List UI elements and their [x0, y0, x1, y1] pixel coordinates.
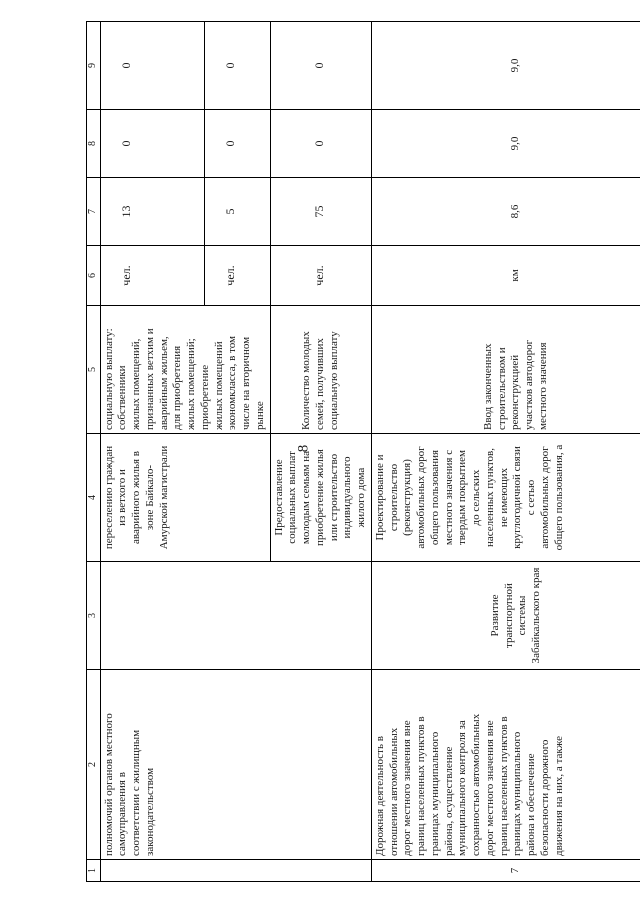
header-row: [87, 22, 101, 882]
table-cell: 0: [205, 22, 270, 110]
table-cell: полномочий органов местного самоуправления в соответствии с жилищным законодательством: [100, 670, 371, 860]
table-cell: 8,6: [371, 178, 640, 246]
table-cell: [100, 860, 371, 882]
table-row: [371, 22, 640, 882]
table-cell: км: [371, 246, 640, 306]
page-number: 8: [295, 444, 312, 453]
table-cell: 0: [270, 22, 371, 110]
table-cell: переселению граждан из ветхого и аварийного жилья в зоне Байкало- Амурской магистрали: [100, 434, 270, 562]
column-header: 6: [87, 246, 101, 306]
table-cell: [100, 562, 371, 670]
table-cell: 0: [205, 110, 270, 178]
column-header: 4: [87, 434, 101, 562]
table-cell: 5: [205, 178, 270, 246]
table-cell: чел.: [100, 246, 205, 306]
column-header: 7: [87, 178, 101, 246]
column-header: 2: [87, 670, 101, 860]
table-cell: 0: [100, 110, 205, 178]
column-header: 9: [87, 22, 101, 110]
table-cell: Развитие транспортной системы Забайкальского края: [371, 562, 640, 670]
table-cell: 0: [270, 110, 371, 178]
table-cell: чел.: [205, 246, 270, 306]
table-cell: чел.: [270, 246, 371, 306]
column-header: 3: [87, 562, 101, 670]
table-cell: 0: [100, 22, 205, 110]
table-cell: 13: [100, 178, 205, 246]
column-header: 1: [87, 860, 101, 882]
table-cell: 7: [371, 860, 640, 882]
column-header: 8: [87, 110, 101, 178]
table-cell: 9,0: [371, 110, 640, 178]
table-cell: социальную выплату: собственники жилых помещений, признанных ветхим и аварийным жильем, для приобретения жилых помещений; приобретение жилых помещений экономкласса, в том числе на вторичном рынке: [100, 306, 270, 434]
table-cell: 9,0: [371, 22, 640, 110]
table-cell: 75: [270, 178, 371, 246]
table-cell: Количество молодых семей, получивших социальную выплату: [270, 306, 371, 434]
table-row: [100, 22, 205, 882]
table-cell: Дорожная деятельность в отношении автомобильных дорог местного значения вне границ населенных пунктов в границах муниципального района, осуществление муниципального контроля за сохранностью автомобильных дорог местного значения вне границ населенных пунктов в границах муниципального района и обеспечение безопасности дорожного движения на них, а также: [371, 670, 640, 860]
indicators-table: [86, 21, 640, 882]
column-header: 5: [87, 306, 101, 434]
table-cell: Ввод законченных строительством и реконструкцией участков автодорог местного значения: [371, 306, 640, 434]
document-table: [86, 22, 630, 882]
table-cell: Проектирование и строительство (реконструкция) автомобильных дорог общего пользования местного значения с твердым покрытием до сельских населенных пунктов, не имеющих круглогодичной связи с сетью автомобильных дорог общего пользования, а: [371, 434, 640, 562]
table-cell: Предоставление социальных выплат молодым семьям на приобретение жилья или строительство индивидуального жилого дома: [270, 434, 371, 562]
